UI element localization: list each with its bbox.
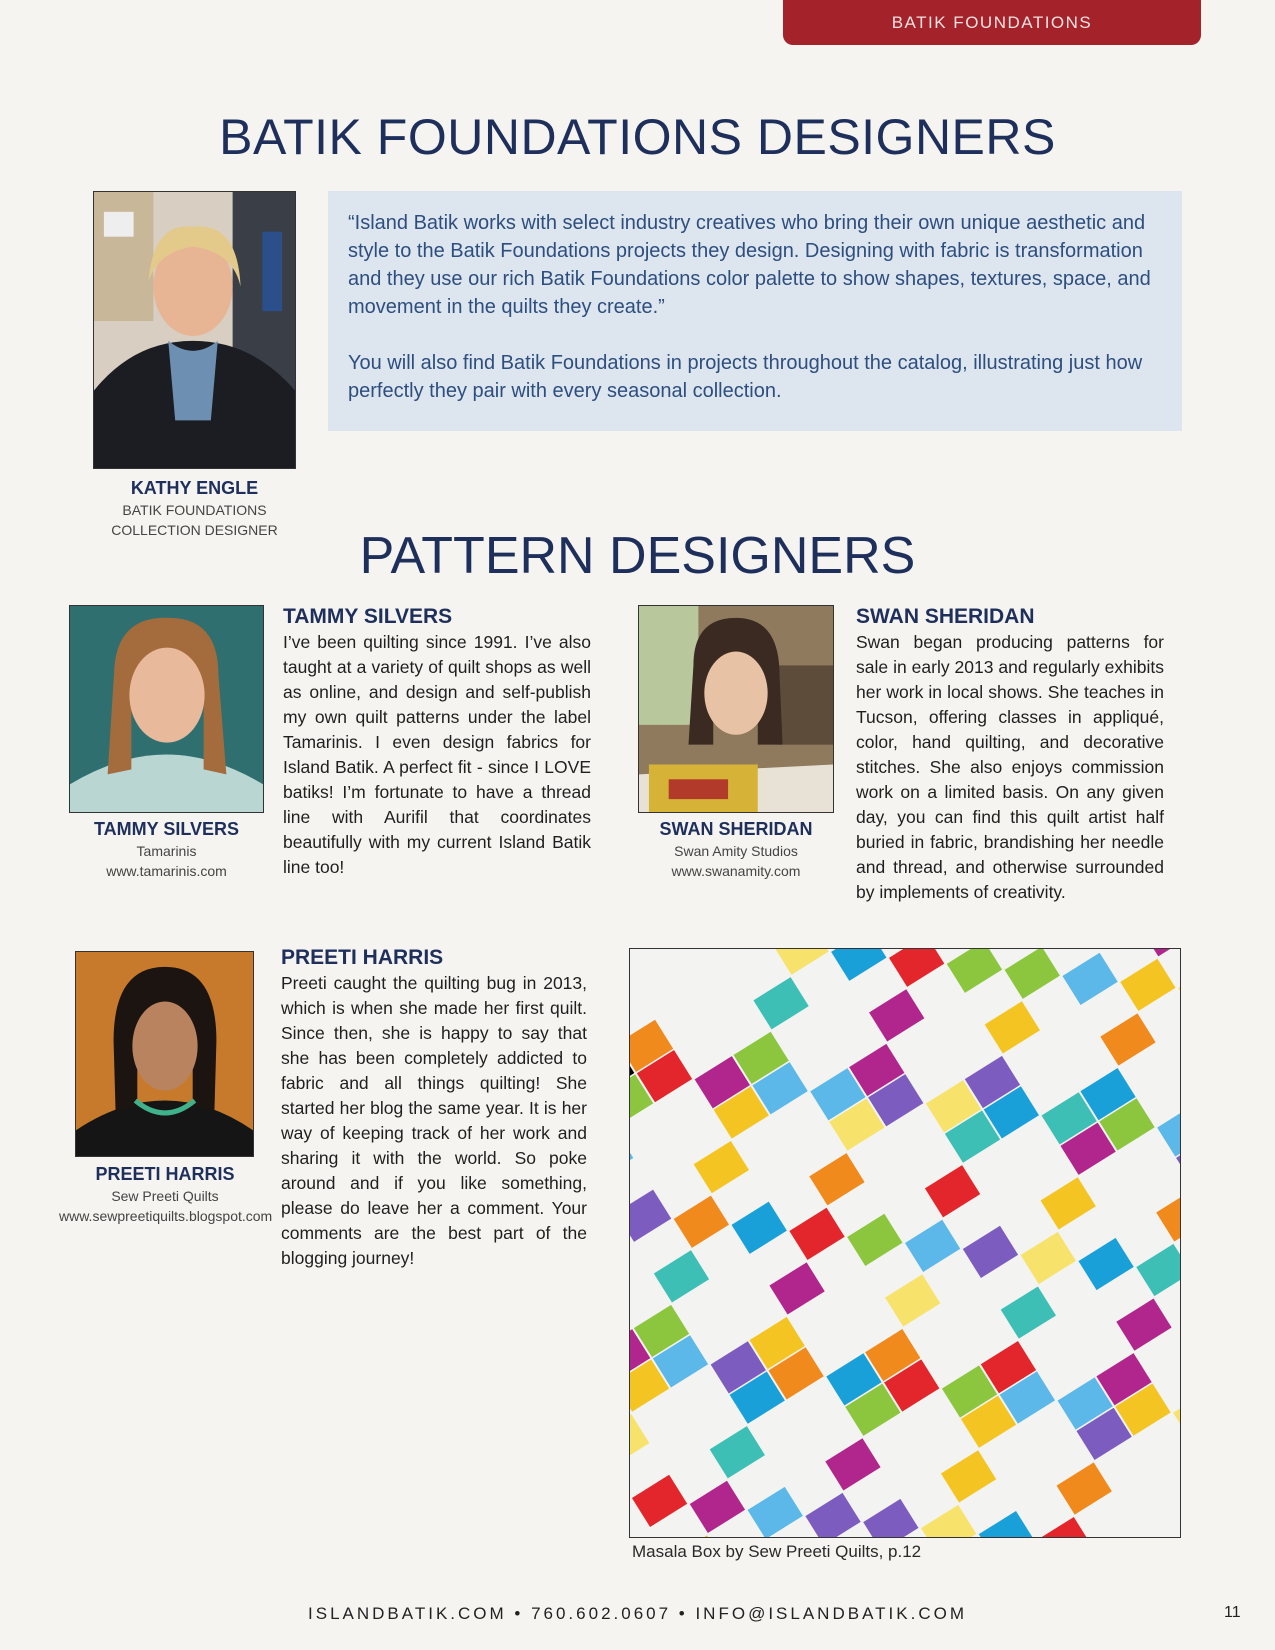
quote-paragraph: “Island Batik works with select industry creatives who bring their own unique aesthetic and style to the Batik Foundations projects they design. Designing with fabric is transformation and they use our rich Batik Foundations color palette to show shapes, textures, space, and movement in the quilts they create.”: [348, 212, 1151, 318]
quilt-square: [809, 1153, 864, 1205]
bio-heading: TAMMY SILVERS: [283, 605, 453, 628]
quilt-square: [690, 1481, 745, 1533]
quilt-square: [1157, 1104, 1180, 1156]
section-tab: BATIK FOUNDATIONS: [783, 0, 1201, 45]
designer-name: KATHY ENGLE: [130, 478, 259, 498]
quilt-square: [1136, 1244, 1180, 1296]
preeti-harris-caption: [59, 1162, 271, 1226]
tammy-silvers-photo: [69, 605, 264, 813]
bio-text: Swan began producing patterns for sale in early 2013 and regularly exhibits her work in local shows. She teaches in Tucson, offering classes in appliqué, color, hand quilting, and decorative stitches. She also enjoys commission work on a limited basis. On any given day, you can find this quilt artist half buried in fabric, brandishing her needle and thread, and otherwise surrounded by implements of creativity.: [856, 632, 1164, 902]
quilt-square: [863, 1499, 918, 1537]
quilt-square: [670, 1535, 725, 1537]
quilt-square: [979, 1511, 1034, 1537]
page-number: 11: [1224, 1604, 1241, 1621]
designer-company: Tamarinis: [136, 843, 197, 859]
quilt-square: [1156, 1189, 1180, 1241]
quilt-square: [789, 1208, 844, 1260]
quilt-square: [925, 1165, 980, 1217]
designer-website: www.sewpreetiquilts.blogspot.com: [59, 1208, 273, 1224]
quilt-square: [921, 1505, 976, 1537]
quilt-square: [674, 1196, 729, 1248]
tammy-silvers-bio: [283, 604, 591, 880]
bio-text: Preeti caught the quilting bug in 2013, which is when she made her first quilt. Since then, she is happy to say that she has been completely addicted to fabric and all things quilting! She started her blog the same year. It is her way of keeping track of her work and sharing it with the world. So poke around and if you like something, please do leave her a comment. Your comments are the best part of the blogging journey!: [281, 973, 587, 1268]
page-title: BATIK FOUNDATIONS DESIGNERS: [219, 109, 1056, 165]
quilt-square: [732, 1202, 787, 1254]
quilt-square: [1120, 959, 1175, 1011]
quilt-square: [694, 1141, 749, 1193]
quilt-square: [630, 1190, 671, 1242]
quilt-square: [869, 989, 924, 1041]
swan-sheridan-caption: [638, 817, 834, 881]
quilt-square: [847, 1214, 902, 1266]
designer-name: TAMMY SILVERS: [93, 819, 239, 839]
designer-role: BATIK FOUNDATIONS: [122, 502, 267, 518]
kathy-engle-photo: [93, 191, 296, 469]
quilt-square: [654, 1250, 709, 1302]
designer-website: www.swanamity.com: [671, 863, 801, 879]
quilt-square: [947, 949, 1002, 993]
quilt-square: [1037, 1517, 1092, 1537]
quilt-square: [985, 1001, 1040, 1053]
quilt-square: [831, 949, 886, 981]
quilt-square: [1100, 1013, 1155, 1065]
quilt-square: [805, 1493, 860, 1537]
quilt-square: [1078, 1238, 1133, 1290]
swan-sheridan-bio: [856, 604, 1164, 905]
designer-role: COLLECTION DESIGNER: [111, 522, 278, 538]
footer-contact: ISLANDBATIK.COM • 760.602.0607 • INFO@ISLANDBATIK.COM: [308, 1604, 967, 1623]
quilt-square: [1062, 953, 1117, 1005]
quilt-square: [1116, 1299, 1171, 1351]
quilt-square: [630, 1129, 633, 1181]
quilt-square: [1001, 1286, 1056, 1338]
preeti-harris-bio: [281, 945, 587, 1271]
intro-quote-box: [328, 191, 1182, 431]
quilt-square: [773, 949, 828, 975]
masala-box-quilt-photo: [629, 948, 1181, 1538]
preeti-harris-photo: [75, 951, 254, 1157]
quilt-square: [825, 1438, 880, 1490]
quilt-square: [963, 1226, 1018, 1278]
quilt-square: [1140, 949, 1180, 956]
tammy-silvers-caption: [69, 817, 264, 881]
quilt-square: [885, 1274, 940, 1326]
designer-name: SWAN SHERIDAN: [659, 819, 813, 839]
bio-heading: SWAN SHERIDAN: [856, 605, 1035, 628]
quilt-square: [769, 1262, 824, 1314]
quilt-square: [941, 1450, 996, 1502]
quilt-square: [905, 1220, 960, 1272]
quilt-square: [1173, 1389, 1180, 1441]
quilt-square: [630, 1414, 649, 1466]
quilt-square: [632, 1475, 687, 1527]
bio-text: I’ve been quilting since 1991. I’ve also taught at a variety of quilt shops as well as online, and design and self-publish my own quilt patterns under the label Tamarinis. I even design fabrics for Island Batik. A perfect fit - since I LOVE batiks! I’m fortunate to have a thread line with Aurifil that coordinates beautifully with my current Island Batik line too!: [283, 632, 591, 877]
quilt-square: [748, 1487, 803, 1537]
quilt-square: [1021, 1232, 1076, 1284]
designer-company: Swan Amity Studios: [674, 843, 798, 859]
bio-heading: PREETI HARRIS: [281, 946, 444, 969]
quilt-square: [1057, 1462, 1112, 1514]
quilt-photo-caption: Masala Box by Sew Preeti Quilts, p.12: [632, 1542, 922, 1561]
designer-website: www.tamarinis.com: [106, 863, 227, 879]
section-title: PATTERN DESIGNERS: [359, 527, 916, 585]
designer-name: PREETI HARRIS: [95, 1164, 235, 1184]
quote-paragraph: You will also find Batik Foundations in projects throughout the catalog, illustrating just how perfectly they pair with every seasonal collection.: [348, 352, 1143, 402]
quilt-square: [753, 977, 808, 1029]
designer-company: Sew Preeti Quilts: [111, 1188, 219, 1204]
quilt-square: [1178, 965, 1180, 1017]
quilt-square: [889, 949, 944, 987]
quilt-square: [1041, 1177, 1096, 1229]
swan-sheridan-photo: [638, 605, 834, 813]
quilt-square: [1005, 949, 1060, 999]
quilt-square: [710, 1426, 765, 1478]
